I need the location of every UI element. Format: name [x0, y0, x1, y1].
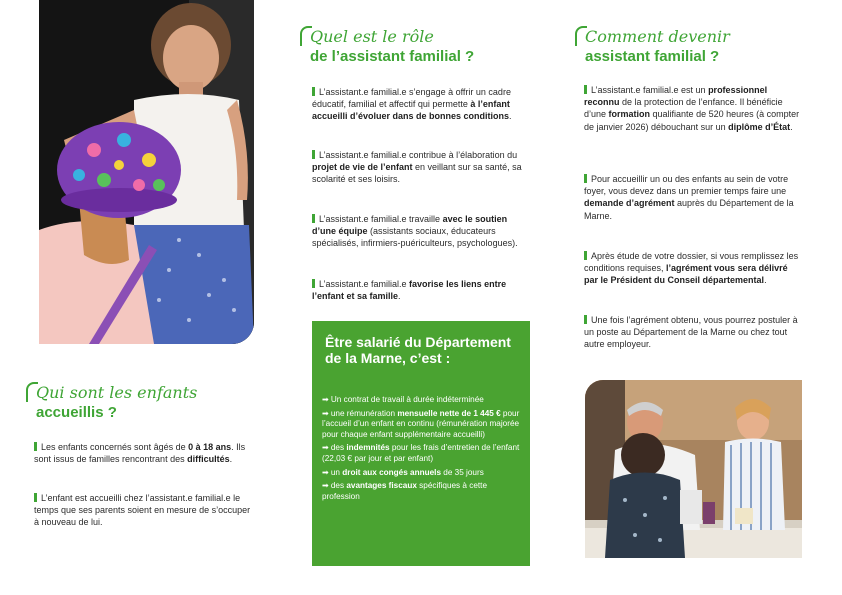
bullet-bar — [312, 150, 315, 159]
list-item: ➡ un droit aux congés annuels de 35 jours — [322, 467, 484, 477]
col2-title-script: Quel est le rôle — [310, 27, 434, 46]
col3-title-bold: assistant familial ? — [585, 48, 720, 65]
salary-box-title: Être salarié du Département de la Marne, c’est : — [325, 334, 511, 366]
col1-paragraph-2: L’enfant est accueilli chez l’assistant.e familial.e le temps que ses parents soient en mesure de s’occuper à nouveau de lui. — [34, 493, 251, 528]
col3-paragraph-3: Après étude de votre dossier, si vous remplissez les conditions requises, l’agrément vous sera délivré par le Président du Conseil départemental. — [584, 251, 799, 286]
photo-family-kitchen — [585, 380, 802, 558]
col1-title-script: Qui sont les enfants — [36, 383, 198, 402]
bullet-bar — [312, 87, 315, 96]
col1-paragraph-1: Les enfants concernés sont âgés de 0 à 18 ans. Ils sont issus de familles rencontrant des difficultés. — [34, 442, 246, 465]
arrow-icon: ➡ — [322, 481, 329, 491]
arrow-icon: ➡ — [322, 443, 329, 453]
bullet-bar — [34, 493, 37, 502]
arrow-icon: ➡ — [322, 408, 329, 418]
bullet-bar — [584, 174, 587, 183]
list-item: ➡ Un contrat de travail à durée indéterminée — [322, 395, 484, 404]
col2-paragraph-2: L’assistant.e familial.e contribue à l’élaboration du projet de vie de l’enfant en veillant sur sa santé, sa scolarité et ses loisirs. — [312, 150, 522, 185]
photo-woman-and-child — [39, 0, 254, 344]
bullet-bar — [34, 442, 37, 451]
arrow-icon: ➡ — [322, 395, 329, 404]
col2-paragraph-4: L’assistant.e familial.e favorise les liens entre l’enfant et sa famille. — [312, 279, 507, 302]
list-item: ➡ une rémunération mensuelle nette de 1 445 € pour l’accueil d’un enfant en continu (rémunération majorée pour chaque enfant supplémentaire accueilli) — [322, 408, 520, 439]
col3-paragraph-2: Pour accueillir un ou des enfants au sein de votre foyer, vous devez dans un premier temps faire une demande d’agrément auprès du Département de la Marne. — [584, 174, 794, 221]
col2-paragraph-1: L’assistant.e familial.e s’engage à offrir un cadre éducatif, familial et affectif qui permette à l’enfant accueilli d’évoluer dans de bonnes conditions. — [312, 87, 512, 122]
bullet-bar — [584, 85, 587, 94]
bullet-bar — [584, 251, 587, 260]
col1-title-bold: accueillis ? — [36, 404, 117, 421]
col2-paragraph-3: L’assistant.e familial.e travaille avec le soutien d’une équipe (assistants sociaux, éducateurs spécialisés, infirmiers-puériculteurs, psychologues). — [312, 214, 518, 249]
arrow-icon: ➡ — [322, 467, 329, 477]
list-item: ➡ des indemnités pour les frais d’entretien de l’enfant (22,03 € par jour et par enfant) — [322, 443, 520, 463]
bullet-bar — [312, 279, 315, 288]
list-item: ➡ des avantages fiscaux spécifiques à cette profession — [322, 481, 487, 501]
col2-title-bold: de l’assistant familial ? — [310, 48, 475, 65]
bullet-bar — [584, 315, 587, 324]
salary-benefits-list — [322, 395, 522, 505]
salary-benefits-box — [312, 321, 530, 566]
col3-paragraph-4: Une fois l’agrément obtenu, vous pourrez postuler à un poste au Département de la Marne ou chez tout autre employeur. — [584, 315, 798, 350]
col3-paragraph-1: L’assistant.e familial.e est un professionnel reconnu de la protection de l’enfance. Il bénéficie d’une formation qualifiante de 520 heures (à compter de janvier 2026) débouchant sur un diplôme d’État. — [584, 85, 800, 132]
col3-title-script: Comment devenir — [585, 27, 730, 46]
bullet-bar — [312, 214, 315, 223]
